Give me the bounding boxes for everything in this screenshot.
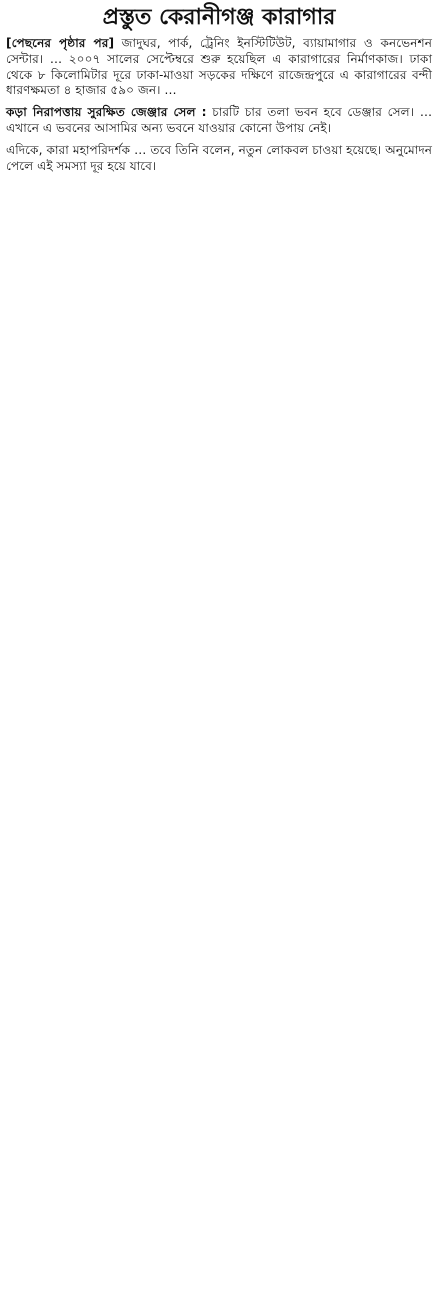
article-paragraph [6, 143, 432, 175]
article-paragraph [6, 105, 432, 137]
article-headline: প্রস্তুত কেরানীগঞ্জ কারাগার [102, 5, 336, 30]
article-text: জাদুঘর, পার্ক, ট্রেনিং ইনস্টিটিউট, ব্যায়ামাগার ও কনভেনশন সেন্টার। … ২০০৭ সালের সেপ্টেম্বরে শুরু হয়েছিল এ কারাগারের নির্মাণকাজ। ঢাকা থেকে ৮ কিলোমিটার দূরে ঢাকা-মাওয়া সড়কের দক্ষিণে রাজেন্দ্রপুরে এ কারাগারের বন্দী ধারণক্ষমতা ৪ হাজার ৫৯০ জন। … [6, 36, 432, 98]
article-text: এদিকে, কারা মহাপরিদর্শক … তবে তিনি বলেন, নতুন লোকবল চাওয়া হয়েছে। অনুমোদন পেলে এই সমস্যা দূর হয়ে যাবে। [6, 142, 432, 173]
article-text: চারটি চার তলা ভবন হবে ডেঞ্জার সেল। … এখানে এ ভবনের আসামির অন্য ভবনে যাওয়ার কোনো উপায় নেই। [6, 105, 433, 135]
continued-from-label: [পেছনের পৃষ্ঠার পর] [6, 36, 115, 50]
article-subhead: কড়া নিরাপত্তায় সুরক্ষিত জেঞ্জার সেল : [6, 105, 207, 120]
article-paragraph [6, 36, 432, 99]
